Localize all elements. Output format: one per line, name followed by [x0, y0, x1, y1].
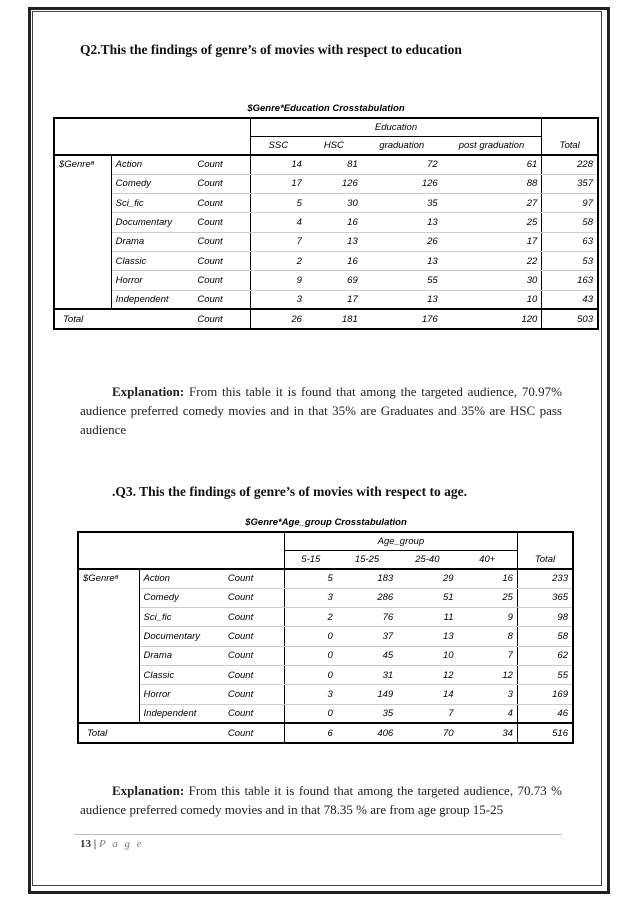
- count-cell: 8: [458, 627, 518, 646]
- count-cell: 30: [442, 271, 542, 290]
- row-label: Independent: [139, 704, 224, 723]
- row-label: Classic: [139, 665, 224, 684]
- row-label: Independent: [111, 290, 193, 309]
- row-label: Action: [139, 569, 224, 588]
- count-cell: 13: [362, 213, 442, 232]
- count-cell: 16: [458, 569, 518, 588]
- count-label: Count: [193, 251, 250, 270]
- table-row: [54, 213, 598, 232]
- count-cell: 37: [337, 627, 397, 646]
- count-cell: 25: [458, 588, 518, 607]
- row-label: Drama: [139, 646, 224, 665]
- column-group-header: Education: [250, 118, 542, 136]
- count-cell: 45: [337, 646, 397, 665]
- total-row: [54, 309, 598, 328]
- q2-crosstab-table: [53, 117, 599, 330]
- total-count-cell: 34: [458, 723, 518, 742]
- row-group-header: $Genreᵃ: [78, 569, 139, 723]
- count-label: Count: [224, 569, 284, 588]
- count-cell: 25: [442, 213, 542, 232]
- row-total-cell: 98: [517, 608, 573, 627]
- count-cell: 7: [458, 646, 518, 665]
- footer-separator: |: [93, 838, 97, 850]
- count-label: Count: [224, 646, 284, 665]
- count-cell: 51: [397, 588, 457, 607]
- count-cell: 126: [306, 174, 362, 193]
- row-total-cell: 169: [517, 685, 573, 704]
- table-row: [54, 194, 598, 213]
- row-label: Horror: [111, 271, 193, 290]
- count-cell: 81: [306, 155, 362, 174]
- count-label: Count: [224, 608, 284, 627]
- count-label: Count: [193, 309, 250, 328]
- count-cell: 0: [284, 704, 337, 723]
- row-label: Classic: [111, 251, 193, 270]
- count-cell: 7: [250, 232, 306, 251]
- count-cell: 5: [250, 194, 306, 213]
- total-header-spacer: [542, 118, 598, 136]
- table-row: [54, 251, 598, 270]
- count-cell: 13: [397, 627, 457, 646]
- grand-total-cell: 516: [517, 723, 573, 742]
- row-label: Sci_fic: [139, 608, 224, 627]
- table-row: [54, 174, 598, 193]
- grand-total-cell: 503: [542, 309, 598, 328]
- count-cell: 76: [337, 608, 397, 627]
- row-total-cell: 58: [517, 627, 573, 646]
- q3-explanation: [80, 781, 562, 819]
- count-label: Count: [193, 271, 250, 290]
- count-cell: 22: [442, 251, 542, 270]
- row-total-cell: 46: [517, 704, 573, 723]
- row-label: Documentary: [139, 627, 224, 646]
- count-label: Count: [193, 213, 250, 232]
- column-header: post graduation: [442, 136, 542, 155]
- count-cell: 0: [284, 646, 337, 665]
- q2-heading: Q2.This the findings of genre’s of movies with respect to education: [80, 42, 462, 57]
- table-row: [54, 155, 598, 174]
- q2-table-caption: $Genre*Education Crosstabulation: [247, 103, 405, 114]
- count-cell: 3: [284, 685, 337, 704]
- row-label: Comedy: [139, 588, 224, 607]
- q3-table-caption: $Genre*Age_group Crosstabulation: [245, 517, 407, 528]
- count-cell: 149: [337, 685, 397, 704]
- table-corner-cell: [78, 532, 284, 550]
- row-total-cell: 63: [542, 232, 598, 251]
- count-cell: 88: [442, 174, 542, 193]
- count-cell: 12: [397, 665, 457, 684]
- count-label: Count: [193, 194, 250, 213]
- row-total-cell: 55: [517, 665, 573, 684]
- count-cell: 12: [458, 665, 518, 684]
- count-cell: 10: [397, 646, 457, 665]
- total-column-header: Total: [517, 550, 573, 569]
- count-label: Count: [224, 723, 284, 742]
- count-label: Count: [193, 290, 250, 309]
- count-cell: 35: [362, 194, 442, 213]
- count-cell: 126: [362, 174, 442, 193]
- count-cell: 4: [250, 213, 306, 232]
- count-cell: 17: [442, 232, 542, 251]
- row-label: Drama: [111, 232, 193, 251]
- row-total-cell: 53: [542, 251, 598, 270]
- row-total-cell: 62: [517, 646, 573, 665]
- table-row: [78, 646, 573, 665]
- count-cell: 31: [337, 665, 397, 684]
- q2-explanation-label: Explanation:: [112, 384, 185, 399]
- row-label: Comedy: [111, 174, 193, 193]
- table-row: [78, 608, 573, 627]
- count-label: Count: [224, 665, 284, 684]
- q2-explanation-text: From this table it is found that among the targeted audience, 70.97% audience preferred comedy movies and in that 35% are Graduates and 35% are HSC pass audience: [80, 384, 562, 437]
- count-cell: 3: [284, 588, 337, 607]
- count-label: Count: [193, 232, 250, 251]
- row-total-cell: 97: [542, 194, 598, 213]
- footer-rule: [74, 834, 562, 835]
- count-cell: 4: [458, 704, 518, 723]
- count-cell: 13: [362, 290, 442, 309]
- total-column-header: Total: [542, 136, 598, 155]
- q3-heading: .Q3. This the findings of genre’s of movies with respect to age.: [112, 484, 467, 499]
- total-count-cell: 406: [337, 723, 397, 742]
- table-row: [54, 290, 598, 309]
- count-cell: 0: [284, 665, 337, 684]
- row-total-cell: 43: [542, 290, 598, 309]
- total-count-cell: 176: [362, 309, 442, 328]
- count-cell: 13: [362, 251, 442, 270]
- count-cell: 9: [458, 608, 518, 627]
- count-cell: 3: [458, 685, 518, 704]
- count-cell: 29: [397, 569, 457, 588]
- count-label: Count: [193, 155, 250, 174]
- count-cell: 61: [442, 155, 542, 174]
- count-cell: 16: [306, 213, 362, 232]
- q3-crosstab-table: [77, 531, 574, 744]
- page-footer: [80, 838, 144, 850]
- count-cell: 2: [284, 608, 337, 627]
- count-label: Count: [224, 685, 284, 704]
- count-cell: 35: [337, 704, 397, 723]
- row-total-cell: 163: [542, 271, 598, 290]
- column-header: 15-25: [337, 550, 397, 569]
- total-count-cell: 120: [442, 309, 542, 328]
- row-label: Sci_fic: [111, 194, 193, 213]
- total-count-cell: 181: [306, 309, 362, 328]
- column-header: 25-40: [397, 550, 457, 569]
- total-header-spacer: [517, 532, 573, 550]
- count-cell: 17: [306, 290, 362, 309]
- count-cell: 286: [337, 588, 397, 607]
- count-cell: 27: [442, 194, 542, 213]
- row-total-cell: 365: [517, 588, 573, 607]
- count-cell: 16: [306, 251, 362, 270]
- table-row: [54, 271, 598, 290]
- q2-explanation: [80, 382, 562, 439]
- row-total-cell: 357: [542, 174, 598, 193]
- count-label: Count: [224, 627, 284, 646]
- count-label: Count: [224, 588, 284, 607]
- count-cell: 30: [306, 194, 362, 213]
- total-row-label: Total: [54, 309, 193, 328]
- footer-page-number: 13: [80, 838, 91, 850]
- count-cell: 9: [250, 271, 306, 290]
- count-cell: 26: [362, 232, 442, 251]
- count-cell: 10: [442, 290, 542, 309]
- row-group-header: $Genreᵃ: [54, 155, 111, 309]
- count-cell: 13: [306, 232, 362, 251]
- count-cell: 14: [397, 685, 457, 704]
- table-row: [78, 685, 573, 704]
- count-cell: 183: [337, 569, 397, 588]
- q3-explanation-text: From this table it is found that among the targeted audience, 70.73 % audience preferred comedy movies and in that 78.35 % are from age group 15-25: [80, 783, 562, 817]
- table-row: [78, 704, 573, 723]
- table-corner-lower: [78, 550, 284, 569]
- count-cell: 72: [362, 155, 442, 174]
- count-cell: 0: [284, 627, 337, 646]
- row-total-cell: 58: [542, 213, 598, 232]
- q3-explanation-label: Explanation:: [112, 783, 185, 798]
- total-count-cell: 6: [284, 723, 337, 742]
- column-header: 40+: [458, 550, 518, 569]
- total-row-label: Total: [78, 723, 224, 742]
- count-cell: 7: [397, 704, 457, 723]
- column-header: HSC: [306, 136, 362, 155]
- count-label: Count: [224, 704, 284, 723]
- table-row: [78, 665, 573, 684]
- column-header: graduation: [362, 136, 442, 155]
- count-cell: 17: [250, 174, 306, 193]
- row-label: Horror: [139, 685, 224, 704]
- row-label: Documentary: [111, 213, 193, 232]
- count-cell: 5: [284, 569, 337, 588]
- total-row: [78, 723, 573, 742]
- footer-page-word: P a g e: [98, 838, 144, 850]
- table-row: [78, 627, 573, 646]
- count-cell: 3: [250, 290, 306, 309]
- table-row: [54, 232, 598, 251]
- total-count-cell: 70: [397, 723, 457, 742]
- row-label: Action: [111, 155, 193, 174]
- row-total-cell: 228: [542, 155, 598, 174]
- column-group-header: Age_group: [284, 532, 517, 550]
- count-cell: 69: [306, 271, 362, 290]
- table-corner-lower: [54, 136, 250, 155]
- count-cell: 14: [250, 155, 306, 174]
- count-cell: 55: [362, 271, 442, 290]
- count-cell: 2: [250, 251, 306, 270]
- column-header: SSC: [250, 136, 306, 155]
- row-total-cell: 233: [517, 569, 573, 588]
- count-label: Count: [193, 174, 250, 193]
- count-cell: 11: [397, 608, 457, 627]
- table-corner-cell: [54, 118, 250, 136]
- total-count-cell: 26: [250, 309, 306, 328]
- table-row: [78, 569, 573, 588]
- column-header: 5-15: [284, 550, 337, 569]
- table-row: [78, 588, 573, 607]
